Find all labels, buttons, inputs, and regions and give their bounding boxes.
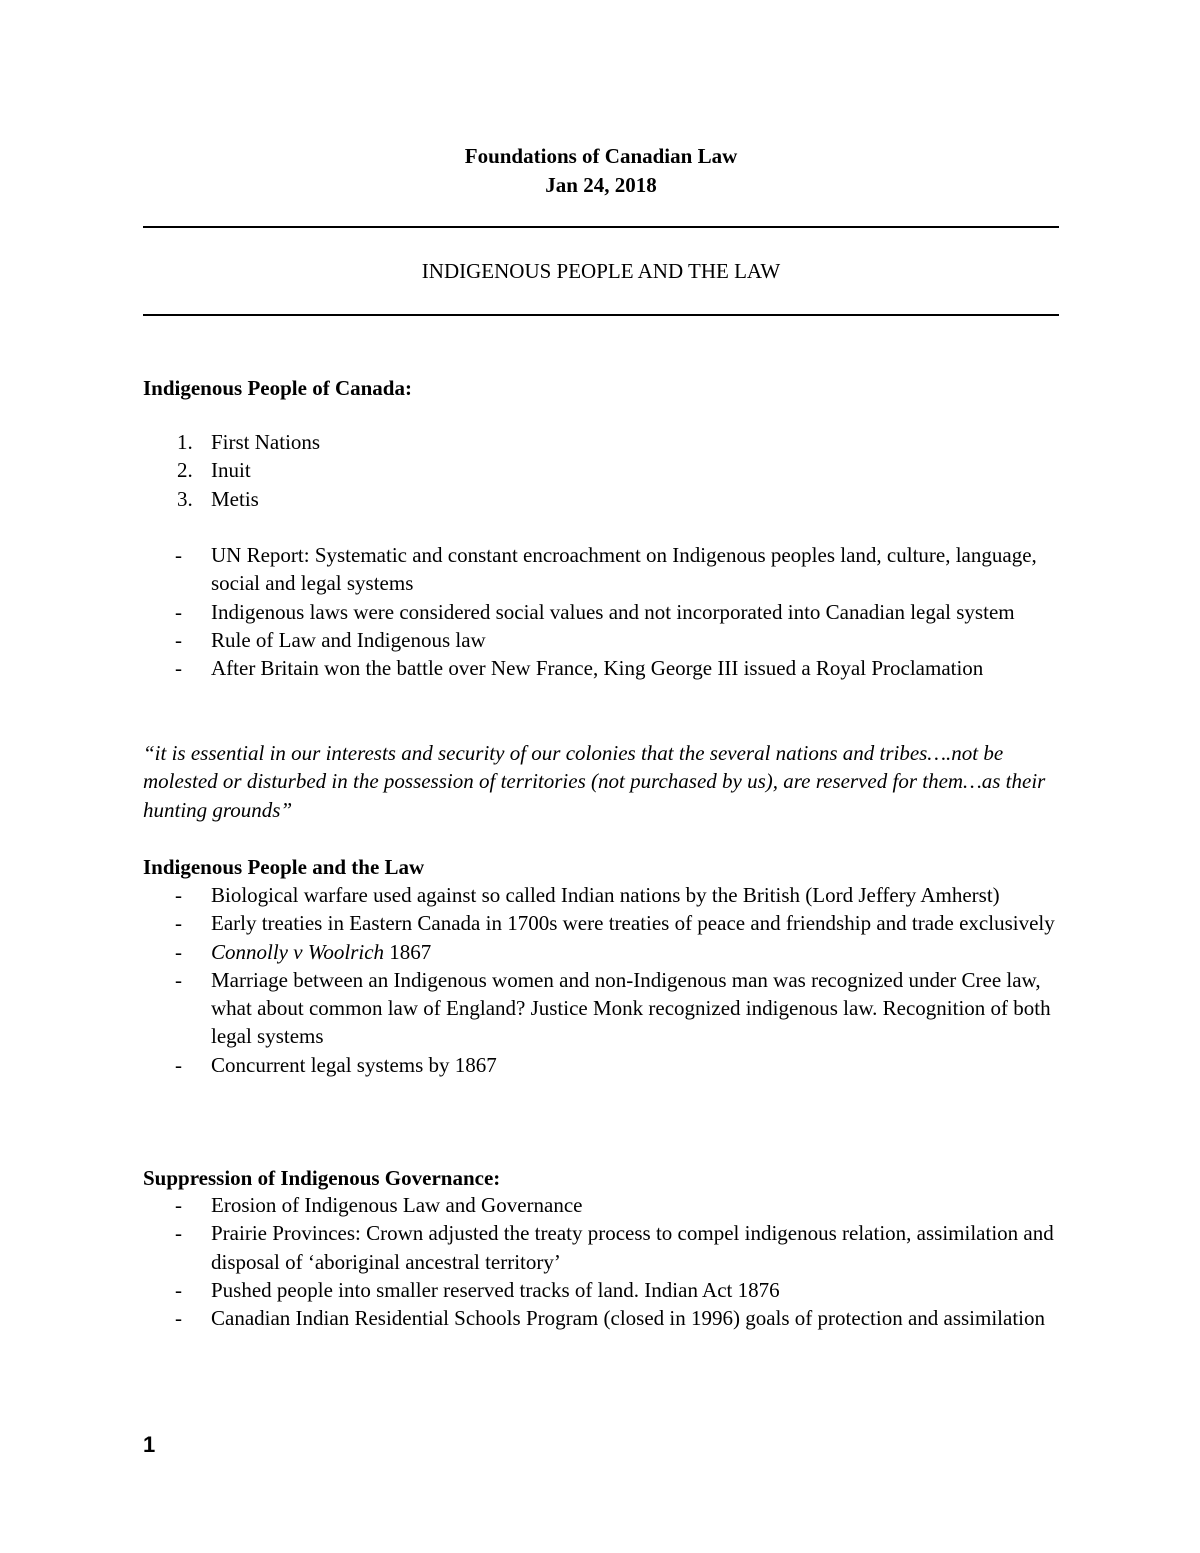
list-item-text: Metis bbox=[211, 486, 259, 511]
bullet-list-section-1 bbox=[143, 541, 1059, 682]
document-title: Foundations of Canadian Law bbox=[464, 144, 738, 168]
list-number: 1. bbox=[177, 430, 193, 454]
bullet-item bbox=[143, 909, 1059, 937]
document-date: Jan 24, 2018 bbox=[545, 173, 657, 197]
list-item-text: First Nations bbox=[211, 430, 321, 454]
bullet-text: Concurrent legal systems by 1867 bbox=[211, 1052, 497, 1077]
royal-proclamation-quote: “it is essential in our interests and security of our colonies that the several nations and tribes….not be molested or disturbed in the possession of territories (not purchased by us), are reserved for them…as their hunting grounds” bbox=[143, 741, 1046, 822]
bullet-list-section-2 bbox=[143, 881, 1059, 1079]
bullet-text: UN Report: Systematic and constant encroachment on Indigenous peoples land, culture, language, social and legal systems bbox=[211, 543, 1037, 596]
bullet-item bbox=[143, 966, 1059, 1051]
bullet-item bbox=[143, 938, 1059, 966]
dash-marker: - bbox=[175, 656, 182, 681]
bullet-item bbox=[143, 1191, 1059, 1219]
bullet-item bbox=[143, 626, 1059, 654]
bullet-text: Marriage between an Indigenous women and non-Indigenous man was recognized under Cree law, what about common law of England? Justice Monk recognized indigenous law. Recognition of both legal systems bbox=[211, 967, 1051, 1049]
bullet-text: Biological warfare used against so called Indian nations by the British (Lord Jeffery Amherst) bbox=[211, 883, 1000, 907]
bullet-text: Indigenous laws were considered social values and not incorporated into Canadian legal system bbox=[211, 599, 1015, 624]
bullet-item bbox=[143, 1219, 1059, 1276]
numbered-list bbox=[143, 428, 320, 513]
top-divider bbox=[143, 226, 1059, 228]
dash-marker: - bbox=[175, 1277, 182, 1302]
dash-marker: - bbox=[175, 1221, 182, 1246]
page-number: 1 bbox=[143, 1432, 156, 1457]
bullet-text: Erosion of Indigenous Law and Governance bbox=[211, 1193, 583, 1217]
dash-marker: - bbox=[175, 1052, 182, 1077]
bullet-text: Canadian Indian Residential Schools Program (closed in 1996) goals of protection and assimilation bbox=[211, 1306, 1046, 1331]
dash-marker: - bbox=[175, 883, 182, 907]
list-number: 3. bbox=[177, 486, 193, 511]
dash-marker: - bbox=[175, 627, 182, 652]
document-subtitle: INDIGENOUS PEOPLE AND THE LAW bbox=[421, 259, 781, 283]
bottom-divider bbox=[143, 314, 1059, 316]
case-year: 1867 bbox=[389, 939, 432, 964]
dash-marker: - bbox=[175, 1306, 182, 1331]
bullet-text: Pushed people into smaller reserved tracks of land. Indian Act 1876 bbox=[211, 1277, 780, 1302]
dash-marker: - bbox=[175, 967, 182, 992]
list-item bbox=[143, 485, 320, 513]
bullet-item bbox=[143, 541, 1059, 598]
list-number: 2. bbox=[177, 458, 193, 483]
bullet-item bbox=[143, 1276, 1059, 1304]
bullet-text: Early treaties in Eastern Canada in 1700s were treaties of peace and friendship and trade exclusively bbox=[211, 911, 1055, 936]
dash-marker: - bbox=[175, 599, 182, 624]
dash-marker: - bbox=[175, 939, 182, 964]
bullet-item bbox=[143, 1304, 1059, 1332]
bullet-item bbox=[143, 598, 1059, 626]
bullet-text: Prairie Provinces: Crown adjusted the treaty process to compel indigenous relation, assimilation and disposal of ‘aboriginal ancestral territory’ bbox=[211, 1221, 1054, 1274]
dash-marker: - bbox=[175, 911, 182, 936]
list-item-text: Inuit bbox=[211, 458, 251, 483]
bullet-text: Rule of Law and Indigenous law bbox=[211, 627, 486, 652]
section-heading-indigenous-people-and-the-law: Indigenous People and the Law bbox=[143, 855, 425, 879]
bullet-text: After Britain won the battle over New France, King George III issued a Royal Proclamation bbox=[211, 656, 984, 681]
section-heading-indigenous-people-of-canada: Indigenous People of Canada: bbox=[143, 376, 412, 400]
bullet-item bbox=[143, 881, 1059, 909]
section-heading-suppression-of-indigenous-governance: Suppression of Indigenous Governance: bbox=[143, 1166, 501, 1190]
case-name: Connolly v Woolrich bbox=[211, 939, 385, 964]
bullet-list-section-3 bbox=[143, 1191, 1059, 1332]
bullet-item bbox=[143, 654, 1059, 682]
list-item bbox=[143, 456, 320, 484]
dash-marker: - bbox=[175, 543, 182, 567]
bullet-item bbox=[143, 1051, 1059, 1079]
list-item bbox=[143, 428, 320, 456]
dash-marker: - bbox=[175, 1193, 182, 1217]
